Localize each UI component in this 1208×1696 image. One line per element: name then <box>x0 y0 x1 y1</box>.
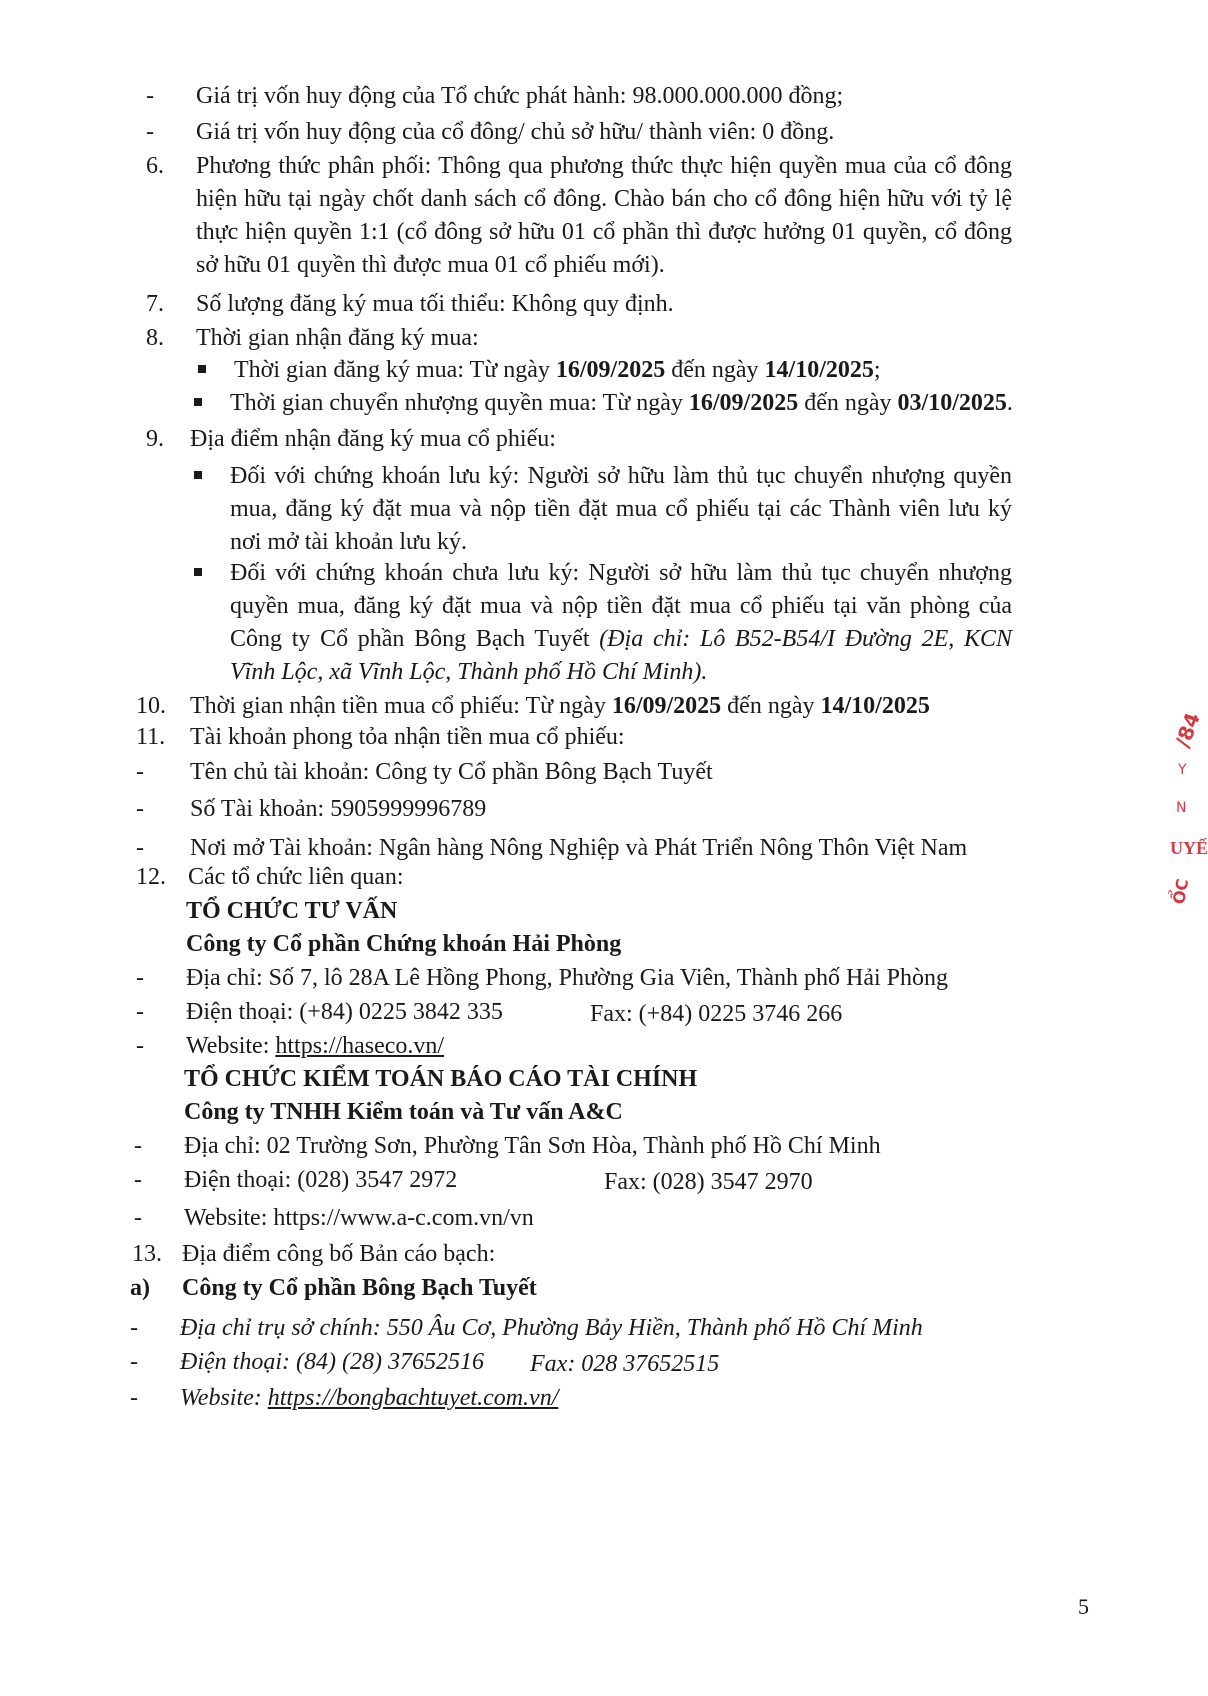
rights-transfer-period: Thời gian chuyển nhượng quyền mua: Từ ngày 16/09/2025 đến ngày 03/10/2025. <box>230 390 1013 416</box>
audit-phone: Điện thoại: (028) 3547 2972 <box>184 1167 458 1193</box>
square-bullet-icon <box>194 398 202 406</box>
seal-text: ỔC <box>1169 877 1193 906</box>
dash-marker: - <box>146 119 154 145</box>
seal-text: /84 <box>1170 709 1205 751</box>
account-number: Số Tài khoản: 5905999996789 <box>190 796 487 822</box>
item-number: 11. <box>136 724 166 750</box>
square-bullet-icon <box>194 471 202 479</box>
payment-period: Thời gian nhận tiền mua cổ phiếu: Từ ngày 16/09/2025 đến ngày 14/10/2025 <box>190 693 930 719</box>
account-holder: Tên chủ tài khoản: Công ty Cổ phần Bông Bạch Tuyết <box>190 759 713 785</box>
seal-text: N <box>1176 800 1187 816</box>
seal-text: Y <box>1178 762 1187 778</box>
dash-marker: - <box>134 1133 142 1159</box>
item-number: 8. <box>146 325 164 351</box>
dash-marker: - <box>136 796 144 822</box>
advisory-website-link[interactable]: https://haseco.vn/ <box>275 1033 445 1059</box>
advisory-address: Địa chỉ: Số 7, lô 28A Lê Hồng Phong, Phường Gia Viên, Thành phố Hải Phòng <box>186 965 949 991</box>
audit-company-name: Công ty TNHH Kiểm toán và Tư vấn A&C <box>184 1099 623 1125</box>
dash-marker: - <box>130 1349 138 1375</box>
issuer-company-name: Công ty Cổ phần Bông Bạch Tuyết <box>182 1275 537 1301</box>
raised-capital-issuer: Giá trị vốn huy động của Tổ chức phát hành: 98.000.000.000 đồng; <box>196 83 844 109</box>
item-number: 10. <box>136 693 166 719</box>
audit-address: Địa chỉ: 02 Trường Sơn, Phường Tân Sơn Hòa, Thành phố Hồ Chí Minh <box>184 1133 881 1159</box>
advisory-company-name: Công ty Cổ phần Chứng khoán Hải Phòng <box>186 931 622 957</box>
page-number: 5 <box>1078 1594 1089 1619</box>
prospectus-location-heading: Địa điểm công bố Bản cáo bạch: <box>182 1241 496 1267</box>
dash-marker: - <box>130 1385 138 1411</box>
issuer-website-link[interactable]: https://bongbachtuyet.com.vn/ <box>267 1385 559 1411</box>
dash-marker: - <box>130 1315 138 1341</box>
related-organizations-heading: Các tổ chức liên quan: <box>188 864 404 890</box>
subscription-period-heading: Thời gian nhận đăng ký mua: <box>196 325 479 351</box>
minimum-subscription: Số lượng đăng ký mua tối thiểu: Không quy định. <box>196 291 674 317</box>
dash-marker: - <box>134 1167 142 1193</box>
dash-marker: - <box>136 759 144 785</box>
issuer-fax: Fax: 028 37652515 <box>530 1351 720 1377</box>
audit-org-heading: TỔ CHỨC KIỂM TOÁN BÁO CÁO TÀI CHÍNH <box>184 1066 698 1092</box>
raised-capital-shareholders: Giá trị vốn huy động của cổ đông/ chủ sở hữu/ thành viên: 0 đồng. <box>196 119 835 145</box>
audit-website: Website: https://www.a-c.com.vn/vn <box>184 1205 534 1231</box>
distribution-method-line: hiện hữu tại ngày chốt danh sách cổ đông. Chào bán cho cổ đông hiện hữu với tỷ lệ <box>196 186 1012 212</box>
undeposited-securities-address: Vĩnh Lộc, xã Vĩnh Lộc, Thành phố Hồ Chí Minh). <box>230 659 708 685</box>
registration-period: Thời gian đăng ký mua: Từ ngày 16/09/2025 đến ngày 14/10/2025; <box>234 357 881 383</box>
dash-marker: - <box>136 965 144 991</box>
undeposited-securities-line: Đối với chứng khoán chưa lưu ký: Người sở hữu làm thủ tục chuyển nhượng <box>230 560 1012 586</box>
distribution-method-line: sở hữu 01 quyền thì được mua 01 cổ phiếu mới). <box>196 252 665 278</box>
dash-marker: - <box>136 835 144 861</box>
item-number: 12. <box>136 864 166 890</box>
distribution-method-line: Phương thức phân phối: Thông qua phương thức thực hiện quyền mua của cổ đông <box>196 153 1012 179</box>
square-bullet-icon <box>194 568 202 576</box>
item-number: 9. <box>146 426 164 452</box>
subscription-location-heading: Địa điểm nhận đăng ký mua cổ phiếu: <box>190 426 556 452</box>
item-number: 6. <box>146 153 164 179</box>
seal-text: UYẾ <box>1170 838 1208 858</box>
deposited-securities-line: mua, đăng ký đặt mua và nộp tiền đặt mua cổ phiếu tại các Thành viên lưu ký <box>230 496 1012 522</box>
item-number: 13. <box>132 1241 162 1267</box>
advisory-website: Website: https://haseco.vn/ <box>186 1033 445 1059</box>
advisory-fax: Fax: (+84) 0225 3746 266 <box>590 1001 843 1027</box>
deposited-securities-line: Đối với chứng khoán lưu ký: Người sở hữu làm thủ tục chuyển nhượng quyền <box>230 463 1012 489</box>
issuer-phone: Điện thoại: (84) (28) 37652516 <box>180 1349 484 1375</box>
dash-marker: - <box>134 1205 142 1231</box>
dash-marker: - <box>136 1033 144 1059</box>
undeposited-securities-line: Công ty Cổ phần Bông Bạch Tuyết (Địa chỉ: Lô B52-B54/I Đường 2E, KCN <box>230 626 1013 652</box>
escrow-account-heading: Tài khoản phong tỏa nhận tiền mua cổ phiếu: <box>190 724 625 750</box>
audit-fax: Fax: (028) 3547 2970 <box>604 1169 813 1195</box>
dash-marker: - <box>136 999 144 1025</box>
account-bank: Nơi mở Tài khoản: Ngân hàng Nông Nghiệp và Phát Triển Nông Thôn Việt Nam <box>190 835 968 861</box>
distribution-method-line: thực hiện quyền 1:1 (cổ đông sở hữu 01 cổ phần thì được hưởng 01 quyền, cổ đông <box>196 219 1012 245</box>
sub-item-label: a) <box>130 1275 150 1301</box>
advisory-org-heading: TỔ CHỨC TƯ VẤN <box>186 898 398 924</box>
issuer-website: Website: https://bongbachtuyet.com.vn/ <box>180 1385 559 1411</box>
item-number: 7. <box>146 291 164 317</box>
square-bullet-icon <box>198 365 206 373</box>
dash-marker: - <box>146 83 154 109</box>
issuer-head-office-address: Địa chỉ trụ sở chính: 550 Âu Cơ, Phường Bảy Hiền, Thành phố Hồ Chí Minh <box>180 1315 923 1341</box>
advisory-phone: Điện thoại: (+84) 0225 3842 335 <box>186 999 503 1025</box>
deposited-securities-line: nơi mở tài khoản lưu ký. <box>230 529 468 555</box>
undeposited-securities-line: quyền mua, đăng ký đặt mua và nộp tiền đặt mua cổ phiếu tại văn phòng của <box>230 593 1012 619</box>
